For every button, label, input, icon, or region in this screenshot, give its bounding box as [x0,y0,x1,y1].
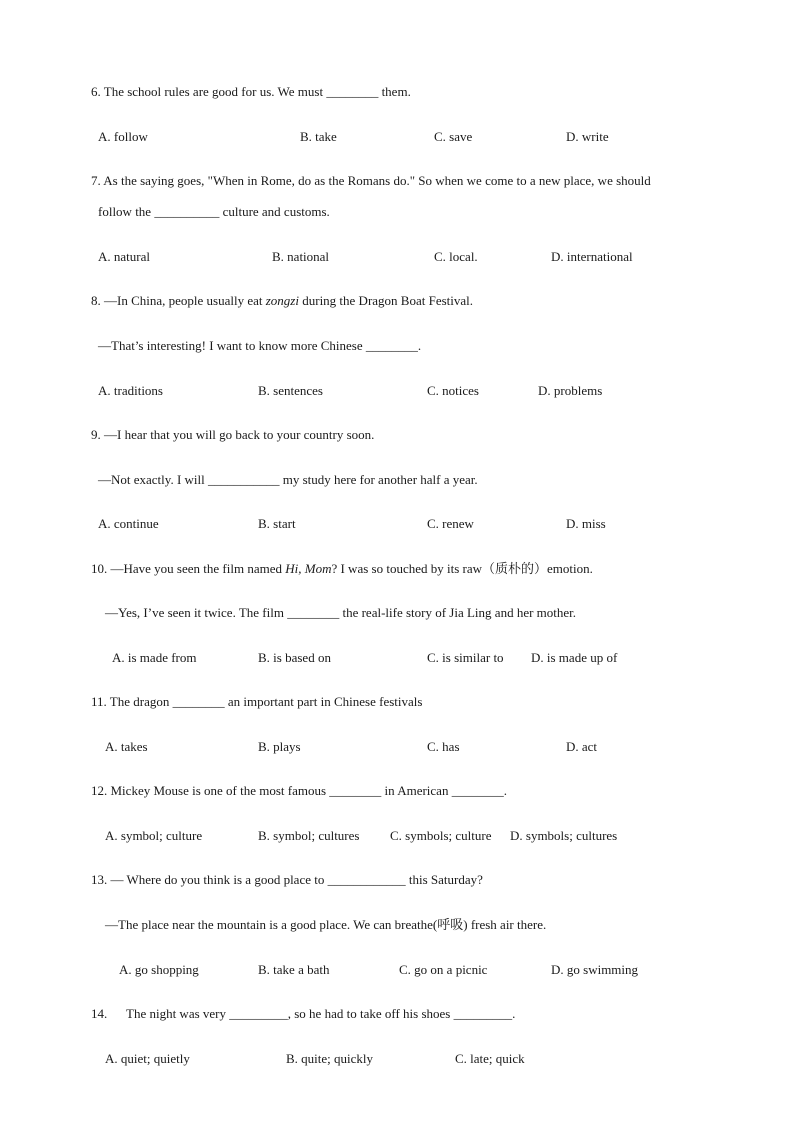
question-9-option-d: D. miss [566,516,606,531]
question-7-option-d: D. international [551,249,633,264]
question-9-option-a: A. continue [98,516,159,531]
question-8-option-d: D. problems [538,383,603,398]
question-9-stem-line2: —Not exactly. I will ___________ my study here for another half a year. [98,472,478,487]
question-14-number: 14. [91,1006,108,1021]
question-6-option-d: D. write [566,129,609,144]
question-10-option-a: A. is made from [112,650,197,665]
question-12-option-d: D. symbols; cultures [510,828,618,843]
question-9-stem-line1: 9. —I hear that you will go back to your country soon. [91,427,375,442]
question-13-stem-line2: —The place near the mountain is a good place. We can breathe(呼吸) fresh air there. [105,917,547,932]
question-9-option-c: C. renew [427,516,474,531]
question-10-option-c: C. is similar to [427,650,504,665]
question-10-italic-title: Hi, Mom [285,561,332,576]
question-10-option-b: B. is based on [258,650,331,665]
question-11-option-d: D. act [566,739,598,754]
question-8-option-a: A. traditions [98,383,163,398]
question-6-option-b: B. take [300,129,337,144]
question-10-text-post: ? I was so touched by its raw（质朴的）emotion. [331,561,593,576]
question-14-option-b: B. quite; quickly [286,1051,374,1066]
question-11-stem: 11. The dragon ________ an important part in Chinese festivals [91,694,423,709]
question-13-stem-line1: 13. — Where do you think is a good place to ____________ this Saturday? [91,872,483,887]
question-10-stem-line2: —Yes, I’ve seen it twice. The film ________ the real-life story of Jia Ling and her mother. [105,605,577,620]
question-13-option-d: D. go swimming [551,962,639,977]
question-6-option-c: C. save [434,129,473,144]
question-10-stem-line1 [91,561,593,577]
question-12-option-a: A. symbol; culture [105,828,203,843]
question-11-option-c: C. has [427,739,460,754]
question-8-text-pre: 8. —In China, people usually eat [91,293,266,308]
question-6-stem: 6. The school rules are good for us. We must ________ them. [91,84,411,99]
question-8-option-b: B. sentences [258,383,323,398]
question-6-option-a: A. follow [98,129,148,144]
question-13-option-b: B. take a bath [258,962,330,977]
question-14-option-c: C. late; quick [455,1051,525,1066]
question-14-stem: The night was very _________, so he had to take off his shoes _________. [126,1006,516,1021]
question-8-text-post: during the Dragon Boat Festival. [298,293,474,308]
question-7-option-c: C. local. [434,249,478,264]
question-11-option-b: B. plays [258,739,301,754]
question-7-option-a: A. natural [98,249,150,264]
question-8-stem-line1 [91,293,473,309]
question-8-option-c: C. notices [427,383,479,398]
question-8-italic-word: zongzi [265,293,299,308]
question-9-option-b: B. start [258,516,296,531]
question-13-option-a: A. go shopping [119,962,199,977]
question-12-stem: 12. Mickey Mouse is one of the most famous ________ in American ________. [91,783,507,798]
question-8-stem-line2: —That’s interesting! I want to know more Chinese ________. [98,338,422,353]
question-10-option-d: D. is made up of [531,650,618,665]
question-13-option-c: C. go on a picnic [399,962,488,977]
question-12-option-b: B. symbol; cultures [258,828,360,843]
question-11-option-a: A. takes [105,739,148,754]
question-12-option-c: C. symbols; culture [390,828,492,843]
question-10-text-pre: 10. —Have you seen the film named [91,561,286,576]
question-7-stem-line2: follow the __________ culture and customs. [98,204,330,219]
question-14-option-a: A. quiet; quietly [105,1051,190,1066]
question-7-option-b: B. national [272,249,330,264]
question-7-stem-line1: 7. As the saying goes, "When in Rome, do as the Romans do." So when we come to a new place, we should [91,173,651,188]
